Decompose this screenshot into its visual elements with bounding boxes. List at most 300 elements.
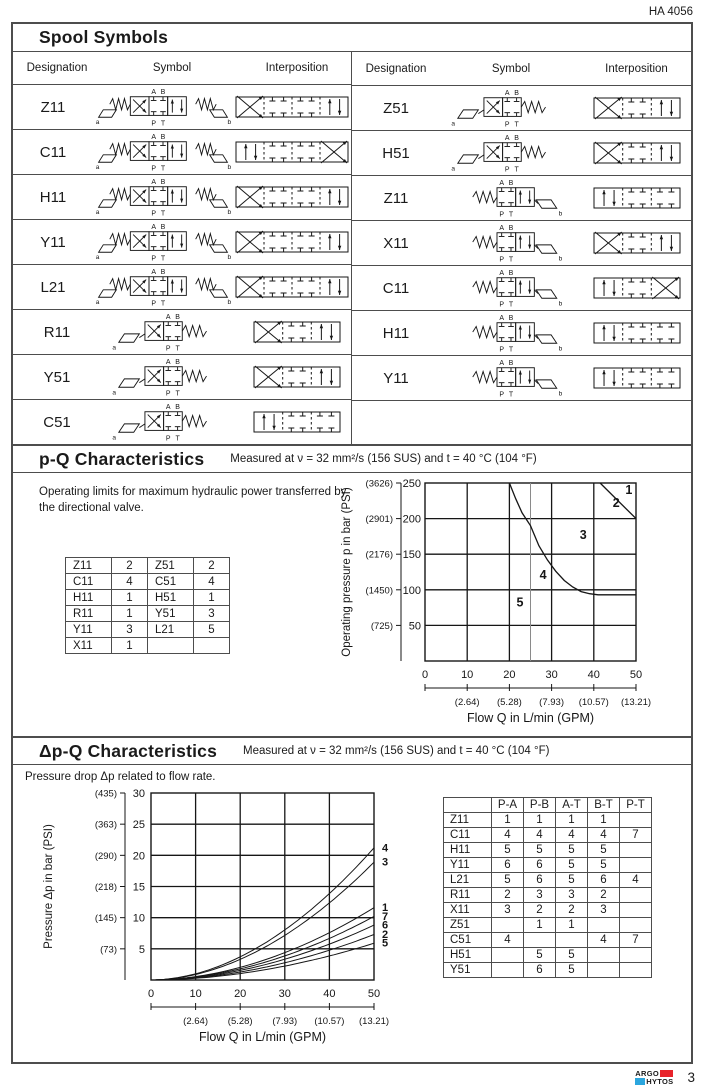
svg-text:20: 20 [503,669,516,681]
dpq-title: Δp-Q Characteristics [39,740,218,761]
spool-interposition-cell [582,362,691,394]
svg-text:(218): (218) [94,882,117,893]
dpq-curve-ref: 3 [524,888,556,903]
column-header: Symbol [152,62,192,74]
svg-text:7: 7 [382,910,389,923]
dpq-curve-ref: 4 [492,828,524,843]
dpq-curve-ref [620,903,652,918]
dpq-spool-label: Y51 [444,963,492,978]
spool-symbol-cell [440,311,582,355]
dpq-curve-ref: 5 [556,843,588,858]
limits-row [66,558,230,574]
svg-text:A: A [499,179,505,187]
svg-text:T: T [160,165,166,173]
spool-designation: Y11 [383,369,409,387]
valve-symbol-drawing [93,130,233,174]
pq-chart [337,475,693,730]
dpq-curve-ref: 6 [524,858,556,873]
svg-text:B: B [160,133,166,141]
logo-blue-box-icon [635,1078,645,1085]
dpq-curve-ref: 4 [588,933,620,948]
svg-text:(725): (725) [370,620,393,632]
dpq-table-row [444,918,652,933]
svg-text:b: b [227,208,232,216]
valve-symbol-drawing [441,266,581,310]
spool-row [13,129,351,174]
svg-text:b: b [558,300,563,308]
svg-text:4: 4 [382,842,389,855]
spool-interposition-cell [243,406,351,438]
spool-designation: C51 [43,413,71,431]
svg-text:A: A [499,269,505,277]
dpq-curve-ref: 2 [588,888,620,903]
svg-text:T: T [175,345,180,353]
svg-text:b: b [227,118,232,126]
interposition-drawing [251,406,343,438]
svg-text:A: A [151,178,157,186]
pq-title: p-Q Characteristics [39,448,205,469]
svg-text:B: B [175,358,180,366]
dpq-curve-ref [492,963,524,978]
svg-text:B: B [514,89,519,97]
interposition-drawing [233,91,351,123]
svg-text:B: B [160,268,166,276]
svg-text:b: b [227,298,232,306]
spool-interposition-cell [582,137,691,169]
svg-text:a: a [95,253,100,261]
spool-interposition-cell [233,136,351,168]
interposition-drawing [591,272,683,304]
column-header: Designation [26,62,88,74]
svg-text:20: 20 [132,850,145,863]
dpq-curve-ref: 5 [524,843,556,858]
dpq-title-row [13,736,691,765]
dpq-table-row [444,828,652,843]
limits-value [194,638,230,654]
spool-interposition-cell [233,271,351,303]
limits-spool: Z51 [148,558,194,574]
svg-text:a: a [95,118,100,126]
spool-symbol-cell [440,356,582,400]
spool-row [13,85,351,129]
logo-text-hytos: HYTOS [646,1077,674,1086]
spool-table-right-half [352,52,691,444]
svg-text:b: b [558,345,563,353]
spool-row [13,309,351,354]
svg-text:200: 200 [402,513,421,526]
spool-symbol-cell [93,265,233,309]
page-number: 3 [687,1070,695,1085]
valve-symbol-drawing [93,265,233,309]
spool-table-body [13,85,351,444]
interposition-drawing [251,361,343,393]
dpq-curve-ref: 5 [588,843,620,858]
valve-symbol-drawing [441,131,581,175]
svg-text:100: 100 [402,584,421,597]
dpq-curve-ref: 2 [556,903,588,918]
dpq-curve-ref [620,963,652,978]
svg-text:A: A [504,89,510,97]
dpq-spool-label: Z51 [444,918,492,933]
spool-symbol-cell [440,131,582,175]
svg-text:(7.93): (7.93) [272,1016,298,1027]
svg-text:(2901): (2901) [365,514,393,526]
dpq-curve-ref: 5 [556,948,588,963]
valve-symbol-drawing [93,175,233,219]
dpq-curve-ref: 4 [492,933,524,948]
svg-text:a: a [112,344,116,352]
svg-text:50: 50 [367,988,381,1000]
doc-number: HA 4056 [648,6,693,18]
dpq-curve-ref: 5 [492,843,524,858]
dpq-curve-ref: 3 [556,888,588,903]
spool-symbol-cell [93,130,233,174]
page-footer [635,1070,695,1085]
dpq-curve-ref: 3 [588,903,620,918]
dpq-curve-ref [524,933,556,948]
svg-text:2: 2 [382,928,389,941]
spool-row [352,130,691,175]
dpq-curve-ref: 4 [588,828,620,843]
dpq-spool-label: H51 [444,948,492,963]
valve-symbol-drawing [93,85,233,129]
svg-text:(2.64): (2.64) [183,1016,209,1027]
dpq-table-row [444,843,652,858]
dpq-curve-ref: 7 [620,828,652,843]
dpq-curve-ref: 2 [492,888,524,903]
spool-designation: C11 [39,143,67,161]
spool-symbols-title: Spool Symbols [39,27,169,47]
limits-spool: Z11 [66,558,112,574]
dpq-curve-ref: 6 [524,963,556,978]
limits-spool [148,638,194,654]
dpq-curve-ref: 5 [492,873,524,888]
spool-designation: L21 [40,278,66,296]
logo-red-box-icon [660,1070,673,1077]
spool-row [13,174,351,219]
spool-interposition-cell [233,91,351,123]
svg-text:(2176): (2176) [365,549,393,561]
dpq-curve-ref: 4 [620,873,652,888]
svg-text:b: b [558,390,563,398]
dpq-column-header [444,798,492,813]
dpq-table-row [444,933,652,948]
spool-symbol-cell [440,176,582,220]
argo-hytos-logo [635,1070,673,1085]
dpq-curve-ref: 1 [492,813,524,828]
svg-text:5: 5 [138,943,145,956]
spool-designation: H11 [39,188,67,206]
limits-value: 1 [112,590,148,606]
dpq-curve-ref [620,948,652,963]
interposition-drawing [591,362,683,394]
svg-text:T: T [508,256,514,264]
limits-value: 5 [194,622,230,638]
svg-text:a: a [112,434,116,442]
svg-text:B: B [175,313,180,321]
svg-text:T: T [175,435,180,443]
spool-symbol-cell [101,310,243,354]
dpq-curve-ref: 1 [524,918,556,933]
svg-text:0: 0 [421,669,429,681]
svg-text:P: P [165,390,171,398]
dpq-curve-ref: 1 [556,813,588,828]
svg-text:a: a [95,163,100,171]
svg-text:(73): (73) [100,944,117,956]
dpq-curve-ref: 5 [524,948,556,963]
svg-text:1: 1 [382,902,389,915]
dpq-curve-ref [492,918,524,933]
svg-text:30: 30 [132,788,145,800]
svg-text:(290): (290) [94,850,117,862]
spool-designation: R11 [43,323,71,341]
spool-symbol-cell [101,355,243,399]
svg-text:25: 25 [132,819,145,832]
limits-spool: C11 [66,574,112,590]
spool-row [352,265,691,310]
svg-text:P: P [151,165,157,173]
limits-value: 3 [112,622,148,638]
spool-interposition-cell [582,272,691,304]
svg-text:3: 3 [382,856,389,869]
pq-measured-at: Measured at ν = 32 mm²/s (156 SUS) and t = 40 °C (104 °F) [230,453,537,465]
interposition-drawing [591,92,683,124]
spool-designation: H11 [382,324,410,342]
svg-text:30: 30 [278,988,291,1000]
pq-limits-table [65,557,230,654]
interposition-drawing [591,137,683,169]
valve-symbol-drawing [102,400,242,444]
svg-text:T: T [508,211,514,219]
svg-text:Pressure Δp in bar (PSI): Pressure Δp in bar (PSI) [43,824,55,949]
dpq-curve-ref: 2 [524,903,556,918]
svg-text:P: P [151,210,157,218]
svg-text:T: T [514,166,519,174]
limits-row [66,638,230,654]
limits-row [66,606,230,622]
valve-symbol-drawing [102,355,242,399]
spool-table-left-half [13,52,352,444]
valve-symbol-drawing [441,86,581,130]
svg-text:5: 5 [516,595,524,610]
spool-symbol-cell [101,400,243,444]
svg-text:(10.57): (10.57) [314,1016,345,1027]
svg-text:P: P [151,300,157,308]
svg-text:T: T [160,210,166,218]
svg-text:P: P [504,121,510,129]
svg-text:T: T [514,121,519,129]
spool-row [13,399,351,444]
svg-text:(5.28): (5.28) [227,1016,253,1027]
spool-interposition-cell [582,92,691,124]
limits-spool: C51 [148,574,194,590]
limits-value: 1 [112,638,148,654]
svg-text:b: b [558,255,563,263]
dpq-curve-ref: 7 [620,933,652,948]
svg-text:P: P [165,435,171,443]
dpq-table-row [444,813,652,828]
dpq-table-header-row [444,798,652,813]
page-frame [11,22,693,1064]
svg-text:A: A [499,359,505,367]
svg-text:40: 40 [587,669,600,681]
dpq-curve-ref: 5 [556,858,588,873]
limits-spool: H51 [148,590,194,606]
spool-designation: H51 [382,144,410,162]
svg-text:A: A [165,313,171,321]
dpq-column-header: B-T [588,798,620,813]
svg-text:P: P [499,346,505,354]
dpq-table-row [444,888,652,903]
dpq-section [13,765,691,1062]
dpq-curve-ref [556,933,588,948]
dpq-curve-ref [588,918,620,933]
dpq-table-row [444,963,652,978]
limits-value: 4 [194,574,230,590]
spool-symbols-title-row [13,24,691,52]
dpq-table-row [444,858,652,873]
dpq-curve-ref: 4 [556,828,588,843]
dpq-chart-svg [39,787,441,1049]
svg-text:A: A [499,224,505,232]
limits-value: 3 [194,606,230,622]
valve-symbol-drawing [441,311,581,355]
dpq-curve-ref: 3 [492,903,524,918]
spool-designation: Z51 [383,99,409,117]
svg-text:(13.21): (13.21) [358,1016,390,1027]
limits-spool: Y11 [66,622,112,638]
dpq-curve-ref: 1 [588,813,620,828]
spool-interposition-cell [233,226,351,258]
pq-title-row [13,444,691,473]
dpq-curve-ref [620,813,652,828]
svg-text:A: A [151,88,157,96]
spool-row [352,220,691,265]
svg-text:b: b [227,253,232,261]
dpq-curve-ref: 6 [524,873,556,888]
spool-interposition-cell [582,317,691,349]
spool-symbols-table [13,52,691,444]
dpq-curve-ref [620,918,652,933]
dpq-chart [39,787,441,1054]
svg-text:B: B [160,178,166,186]
limits-value: 1 [194,590,230,606]
spool-designation: Y11 [40,233,66,251]
svg-text:P: P [151,255,157,263]
spool-row [13,219,351,264]
dpq-curve-ref: 1 [524,813,556,828]
dpq-table-row [444,948,652,963]
spool-interposition-cell [243,361,351,393]
logo-text-argo: ARGO [635,1069,659,1078]
svg-text:B: B [508,314,514,322]
dpq-spool-label: R11 [444,888,492,903]
spool-row [352,86,691,130]
svg-text:B: B [508,224,514,232]
limits-row [66,622,230,638]
svg-text:250: 250 [402,478,421,490]
svg-text:10: 10 [132,912,145,925]
dpq-spool-label: C11 [444,828,492,843]
interposition-drawing [251,316,343,348]
limits-spool: X11 [66,638,112,654]
svg-text:P: P [499,391,505,399]
svg-text:P: P [499,211,505,219]
interposition-drawing [233,226,351,258]
spool-symbol-cell [440,86,582,130]
svg-text:A: A [151,133,157,141]
svg-text:50: 50 [629,669,643,681]
spool-symbol-cell [93,85,233,129]
valve-symbol-drawing [441,221,581,265]
limits-spool: L21 [148,622,194,638]
dpq-spool-label: H11 [444,843,492,858]
svg-text:P: P [504,166,510,174]
svg-text:(363): (363) [94,819,117,831]
valve-symbol-drawing [93,220,233,264]
column-header: Interposition [605,62,668,75]
svg-text:T: T [508,391,514,399]
limits-row [66,574,230,590]
svg-text:B: B [508,269,514,277]
dpq-spool-label: Y11 [444,858,492,873]
dpq-curve-ref [620,858,652,873]
interposition-drawing [591,182,683,214]
pq-chart-svg [337,475,693,725]
svg-text:4: 4 [539,567,547,582]
dpq-curve-ref: 6 [588,873,620,888]
svg-text:A: A [165,358,171,366]
svg-text:10: 10 [189,988,202,1000]
dpq-column-header: A-T [556,798,588,813]
svg-text:P: P [499,256,505,264]
svg-text:a: a [451,165,455,173]
spool-row [352,400,691,444]
dpq-spool-label: X11 [444,903,492,918]
spool-symbol-cell [440,221,582,265]
svg-text:B: B [160,88,166,96]
spool-interposition-cell [233,181,351,213]
spool-designation: C11 [382,279,410,297]
dpq-column-header: P-A [492,798,524,813]
svg-text:A: A [151,268,157,276]
spool-interposition-cell [582,182,691,214]
svg-text:50: 50 [408,620,421,633]
limits-value: 1 [112,606,148,622]
spool-interposition-cell [243,316,351,348]
svg-text:3: 3 [579,527,587,542]
pq-note: Operating limits for maximum hydraulic power transferred by the directional valve. [39,486,347,514]
spool-designation: Z11 [383,189,409,207]
svg-text:B: B [508,179,514,187]
spool-symbol-cell [440,266,582,310]
svg-text:a: a [95,298,100,306]
spool-symbol-cell [93,220,233,264]
limits-value: 4 [112,574,148,590]
dpq-column-header: P-B [524,798,556,813]
svg-text:(3626): (3626) [365,478,393,490]
interposition-drawing [233,136,351,168]
limits-spool: R11 [66,606,112,622]
valve-symbol-drawing [441,176,581,220]
svg-text:P: P [499,301,505,309]
dpq-curve-ref [620,843,652,858]
svg-text:T: T [160,255,166,263]
svg-text:40: 40 [323,988,336,1000]
dpq-curve-ref: 6 [492,858,524,873]
svg-text:A: A [499,314,505,322]
svg-text:A: A [165,403,171,411]
